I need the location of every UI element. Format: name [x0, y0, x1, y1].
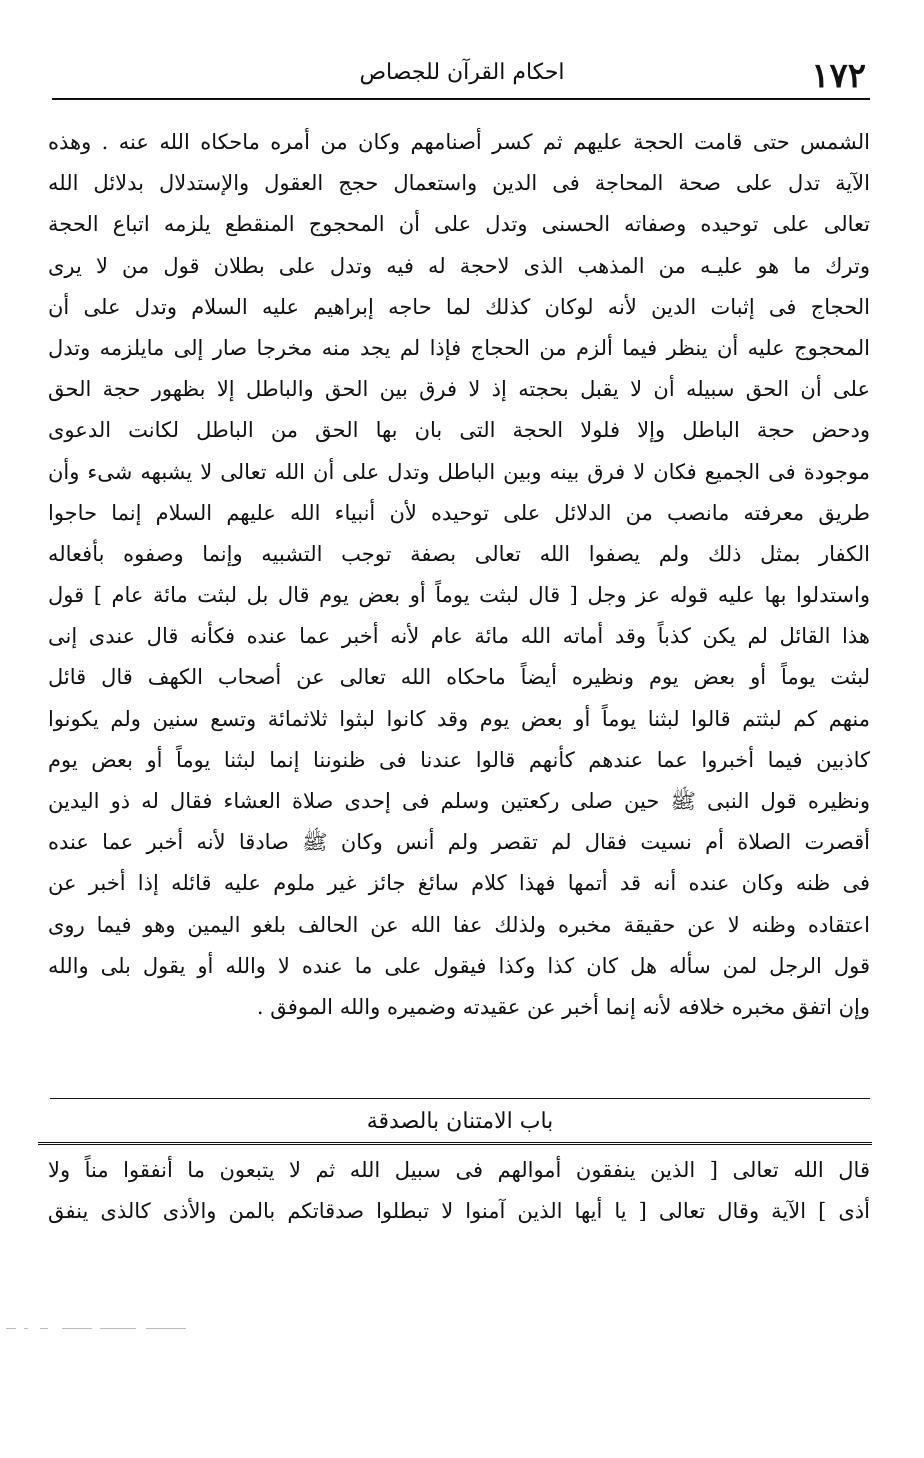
text-line: وترك ما هو عليـه من المذهب الذى لاحجة له فيه وتدل على بطلان قول من لا يرى [48, 253, 870, 278]
scan-artifact [0, 1328, 200, 1334]
page-header [52, 52, 870, 100]
text-line: الحجاج فى إثبات الدين لأنه لوكان كذلك لما حاجه إبراهيم عليه السلام وتدل على أن [48, 294, 870, 319]
section-line: أذى ] الآية وقال تعالى [ يا أيها الذين آمنوا لا تبطلوا صدقاتكم بالمن والأذى كالذى ينفق [48, 1199, 870, 1224]
text-line: تعالى على توحيده وصفاته الحسنى وتدل على أن المحجوج المنقطع يلزمه اتباع الحجة [48, 212, 870, 237]
text-line: أقصرت الصلاة أم نسيت فقال لم تقصر ولم أنس وكان ﷺ صادقا لأنه أخبر عما عنده [48, 830, 870, 855]
text-line: اعتقاده وظنه لا عن حقيقة مخبره ولذلك عفا الله عن الحالف بلغو اليمين وهو فيما روى [48, 912, 870, 937]
text-line: واستدلوا بها عليه قوله عز وجل [ قال لبثت يوماً أو بعض يوم قال بل لبثت مائة عام ] قول [48, 583, 870, 608]
text-line: قول الرجل لمن سأله هل كان كذا وكذا فيقول على ما عنده لا والله أو يقول بلى والله [48, 953, 870, 978]
text-line: على أن الحق سبيله أن لا يقبل بحجته إذ لا فرق بين الحق والباطل إلا بظهور حجة الحق [48, 377, 870, 402]
text-line: كاذبين فيما أخبروا عما عندهم كأنهم قالوا عندنا فى ظنوننا إنما لبثنا يوماً أو بعض يوم [48, 747, 870, 772]
text-line: وإن اتفق مخبره خلافه لأنه إنما أخبر عن عقيدته وضميره والله الموفق . [256, 994, 870, 1019]
text-line: طريق معرفته مانصب من الدلائل على توحيده لأن أنبياء الله عليهم السلام إنما حاجوا [48, 500, 870, 525]
text-line: هذا القائل لم يكن كذباً وقد أماته الله مائة عام لأنه أخبر عما عنده فكأنه قال عندى إنى [48, 624, 870, 649]
body-text [48, 122, 870, 1028]
text-line: الشمس حتى قامت الحجة عليهم ثم كسر أصنامهم وكان من أمره ماحكاه الله عنه . وهذه [48, 130, 870, 154]
text-line: المحجوج عليه أن ينظر فيما ألزم من الحجاج فإذا لم يجد منه مخرجا صار إلى مايلزمه وتدل [48, 335, 870, 360]
running-title: احكام القرآن للجصاص [359, 60, 565, 85]
text-line: ودحض حجة الباطل وإلا فلولا الحجة التى بان بها الحق من الباطل لكانت الدعوى [48, 418, 870, 443]
section-text [48, 1150, 870, 1232]
text-line: ونظيره قول النبى ﷺ حين صلى ركعتين وسلم فى إحدى صلاة العشاء فقال له ذو اليدين [48, 789, 870, 813]
text-line: منهم كم لبثتم قالوا لبثنا يوماً أو بعض يوم وقد كانوا لبثوا ثلاثمائة وتسع سنين ولم يكونوا [48, 706, 870, 731]
section-rule-top [50, 1098, 870, 1099]
section-heading: باب الامتنان بالصدقة [366, 1109, 554, 1134]
section-rule-bottom [38, 1142, 872, 1145]
text-line: الآية تدل على صحة المحاجة فى الدين واستعمال حجج العقول والإستدلال بدلائل الله [48, 171, 870, 196]
section-line: قال الله تعالى [ الذين ينفقون أموالهم فى سبيل الله ثم لا يتبعون ما أنفقوا مناً ولا [48, 1158, 870, 1182]
text-line: الكفار بمثل ذلك ولم يصفوا الله تعالى بصفة توجب التشبيه وإنما وصفوه بأفعاله [48, 541, 870, 566]
text-line: فى ظنه وكان عنده أنه قد أتمها فهذا كلام سائغ جائز غير ملوم عليه قائله إذا أخبر عن [48, 871, 870, 896]
text-line: لبثت يوماً أو بعض يوم ونظيره أيضاً ماحكاه الله تعالى عن أصحاب الكهف قال قائل [48, 665, 870, 690]
page-number: ١٧٢ [811, 56, 866, 96]
text-line: موجودة فى الجميع فكان لا فرق بينه وبين الباطل وتدل على أن الله تعالى لا يشبهه شىء وأن [48, 459, 870, 484]
header-rule [52, 98, 870, 100]
